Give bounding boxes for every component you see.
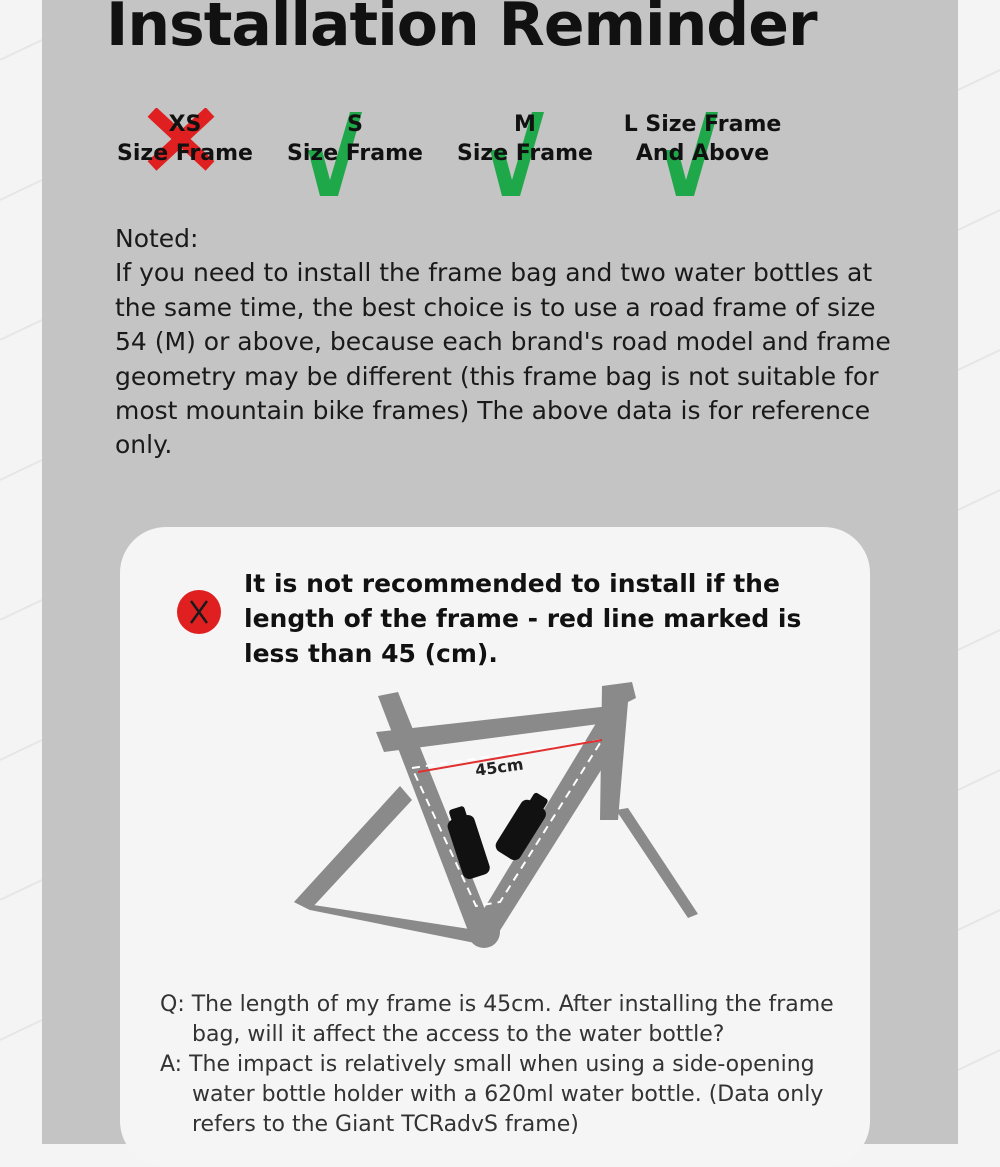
question-text: Q: The length of my frame is 45cm. After installing the frame bag, will it affect the access to the water bottle?: [160, 992, 834, 1047]
size-label-line1: S: [347, 112, 363, 137]
note-body: If you need to install the frame bag and two water bottles at the same time, the best choice is to use a road frame of size 54 (M) or above, because each brand's road model and frame geometry may be different (this frame bag is not suitable for most mountain bike frames) The above data is for reference only.: [115, 258, 891, 460]
size-label-line2: Size Frame: [117, 141, 253, 166]
measure-label: 45cm: [473, 754, 525, 780]
size-option-s: [280, 108, 430, 218]
size-label-line2: Size Frame: [457, 141, 593, 166]
warning-text: It is not recommended to install if the length of the frame - red line marked is less than 45 (cm).: [244, 569, 802, 668]
size-label-line1: XS: [168, 112, 202, 137]
x-circle-icon: [176, 589, 222, 635]
bike-frame-diagram: [280, 670, 710, 960]
size-label-line2: And Above: [635, 141, 770, 166]
answer-text: A: The impact is relatively small when using a side-opening water bottle holder with a 620ml water bottle. (Data only refers to the Giant TCRadvS frame): [160, 1052, 824, 1137]
size-label-line1: M: [514, 112, 536, 137]
qa-section: [160, 990, 860, 1140]
note-heading: Noted:: [115, 224, 199, 253]
note-section: [115, 222, 915, 463]
size-option-xs: [110, 108, 260, 218]
size-option-l-and-above: [620, 108, 785, 218]
size-label-line1: L Size Frame: [623, 112, 782, 137]
size-option-m: [450, 108, 600, 218]
page-title: Installation Reminder: [106, 0, 817, 60]
size-label-line2: Size Frame: [287, 141, 423, 166]
